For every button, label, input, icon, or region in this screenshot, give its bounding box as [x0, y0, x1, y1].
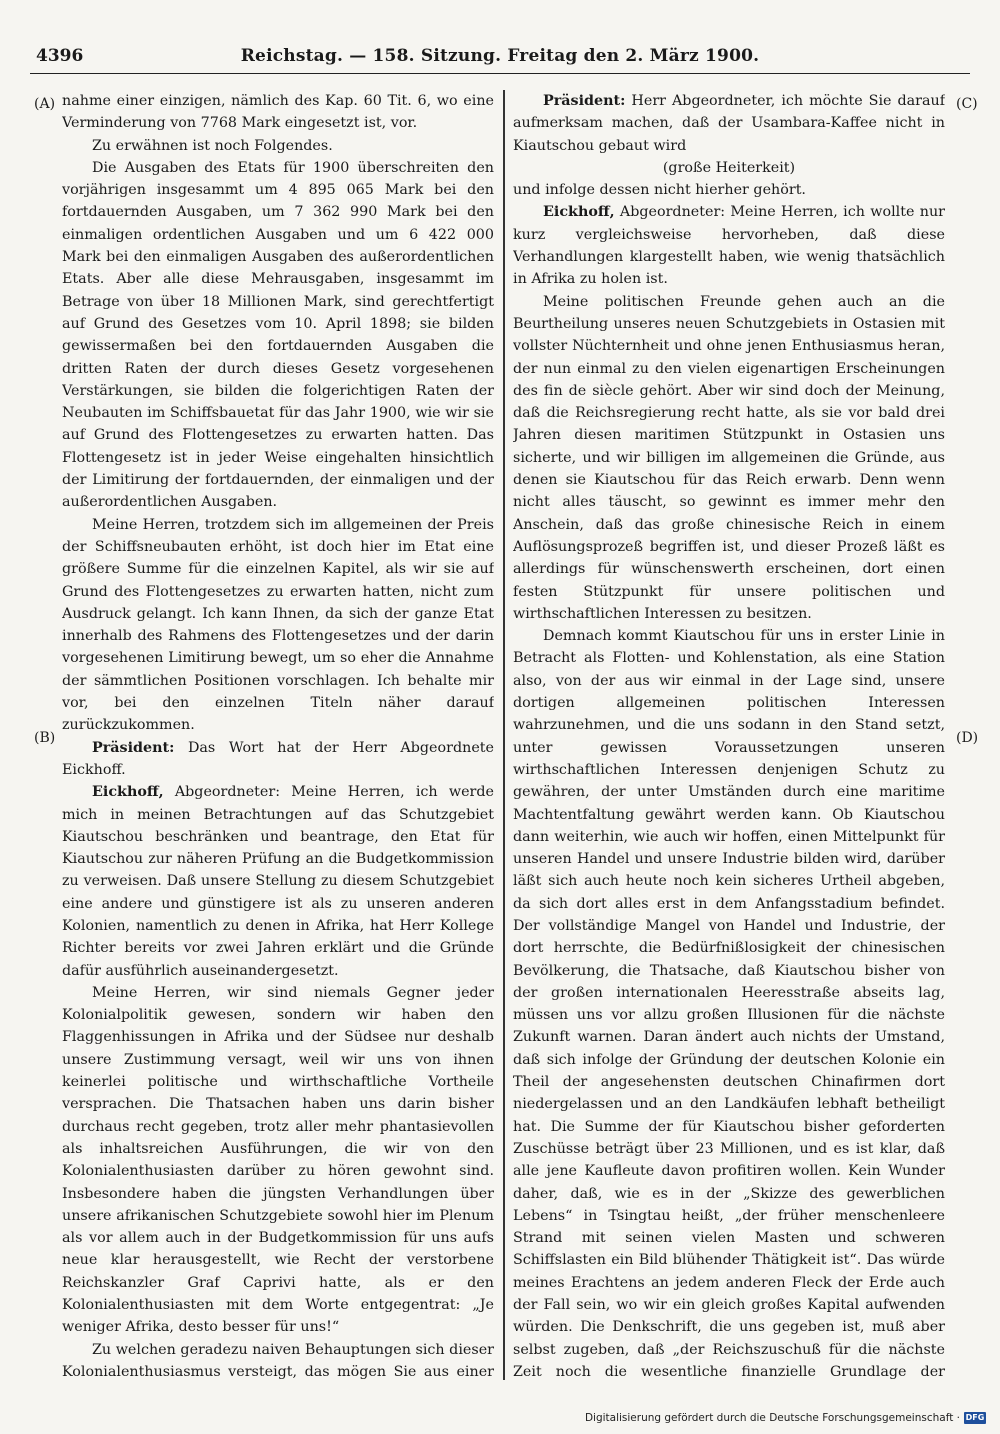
margin-mark-d: (D)	[956, 730, 979, 746]
margin-mark-a: (A)	[34, 96, 56, 112]
paragraph: Zu erwähnen ist noch Folgendes.	[92, 137, 333, 154]
margin-mark-c: (C)	[956, 96, 978, 112]
speaker-name: Präsident:	[92, 739, 175, 756]
speech-paragraph	[62, 737, 494, 782]
paragraph: Meine politischen Freunde gehen auch an die Beurtheilung unseres neuen Schutzgebiets in Ostasien mit vollster Nüchternheit und ohne jenen Enthusiasmus heran, der nun einmal zu den vielen eigenartigen Erscheinungen des fin de siècle gehört. Aber wir sind doch der Meinung, daß die Reichsregierung recht hatte, als sie vor bald drei Jahren diesen maritimen Stützpunkt in Ostasien uns sicherte, und wir billigen im allgemeinen die Gründe, aus denen sie Kiautschou für das Reich erwarb. Denn wenn nicht alles täuscht, so gewinnt es immer mehr den Anschein, daß das große chinesische Reich in einem Auflösungsprozeß begriffen ist, und dieser Prozeß läßt es allerdings für wünschenswerth erscheinen, dort einen festen Stützpunkt für unsere politischen und wirthschaftlichen Interessen zu besitzen.	[513, 293, 945, 622]
paragraph: Die Ausgaben des Etats für 1900 überschreiten den vorjährigen insgesammt um 4 895 065 Mark bei den fortdauernden Ausgaben, um 7 362 990 Mark bei den einmaligen ordentlichen Ausgaben und um 6 422 000 Mark bei den einmaligen Ausgaben des außerordentlichen Etats. Aber alle diese Mehrausgaben, insgesammt im Betrage von über 18 Millionen Mark, sind gerechtfertigt auf Grund des Gesetzes vom 10. April 1898; sie bilden gewissermaßen bei den fortdauernden Ausgaben die dritten Raten der durch dieses Gesetz vorgesehenen Verstärkungen, sie bilden die folgerichtigen Raten der Neubauten im Schiffsbauetat für das Jahr 1900, wie wir sie auf Grund des Flottengesetzes zu erwarten hatten. Das Flottengesetz ist in jeder Weise eingehalten hinsichtlich der Limitirung der fortdauernden, der einmaligen und der außerordentlichen Ausgaben.	[62, 159, 494, 511]
page-number: 4396	[36, 46, 84, 66]
stage-direction: (große Heiterkeit)	[662, 159, 796, 176]
footer-text: Digitalisierung gefördert durch die Deutsche Forschungsgemeinschaft ·	[584, 1412, 960, 1424]
left-column	[62, 90, 494, 1380]
right-column	[513, 90, 945, 1380]
paragraph: Meine Herren, trotzdem sich im allgemeinen der Preis der Schiffsneubauten erhöht, ist doch hier im Etat eine größere Summe für die einzelnen Kapitel, als wir sie auf Grund des Flottengesetzes zu erwarten hatten, nicht zum Ausdruck gelangt. Ich kann Ihnen, da sich der ganze Etat innerhalb des Rahmens des Flottengesetzes und der darin vorgesehenen Limitirung bewegt, um so eher die Annahme der sämmtlichen Positionen vorschlagen. Ich behalte mir vor, bei den einzelnen Titeln näher darauf zurückzukommen.	[62, 516, 494, 734]
speaker-name: Eickhoff,	[543, 204, 615, 221]
dfg-logo-icon: DFG	[965, 1413, 985, 1422]
speech-paragraph	[513, 201, 945, 290]
speech-text: Das Wort hat der Herr Abgeordnete Eickhoff.	[62, 739, 494, 778]
column-divider	[503, 90, 505, 1380]
paragraph: und infolge dessen nicht hierher gehört.	[513, 182, 806, 199]
speech-text: Abgeordneter: Meine Herren, ich wollte nur kurz vergleichsweise hervorheben, daß diese Verhandlungen klargestellt haben, wie wenig thatsächlich in Afrika zu holen ist.	[513, 204, 945, 288]
speech-paragraph	[62, 781, 494, 982]
paragraph: Zu welchen geradezu naiven Behauptungen sich dieser Kolonialenthusiasmus versteigt, das mögen Sie aus einer	[62, 1341, 494, 1380]
digitization-footer	[585, 1410, 986, 1426]
speaker-name: Eickhoff,	[92, 784, 164, 801]
page-header	[30, 40, 970, 74]
margin-mark-b: (B)	[34, 730, 56, 746]
speech-paragraph	[513, 90, 945, 157]
paragraph: nahme einer einzigen, nämlich des Kap. 60 Tit. 6, wo eine Verminderung von 7768 Mark eingesetzt ist, vor.	[62, 93, 494, 132]
paragraph: Demnach kommt Kiautschou für uns in erster Linie in Betracht als Flotten- und Kohlenstation, als eine Station also, von der aus wir einmal in der Lage sind, unsere dortigen allgemeinen politischen Interessen wahrzunehmen, und die uns sodann in den Stand setzt, unter gewissen Voraussetzungen unseren wirthschaftlichen Interessen denjenigen Schutz zu gewähren, der unter Umständen durch eine maritime Machtentfaltung gewährt werden kann. Ob Kiautschou dann weiterhin, wie auch wir hoffen, einen Mittelpunkt für unseren Handel und unsere Industrie bilden wird, darüber läßt sich auch heute noch kein sicheres Urtheil abgeben, da sich dort alles erst in dem Anfangsstadium befindet. Der vollständige Mangel von Handel und Industrie, der dort herrschte, die Bedürfnißlosigkeit der chinesischen Bevölkerung, die Thatsache, daß Kiautschou bisher von der großen internationalen Heeresstraße abseits lag, müssen uns vor allzu großen Illusionen für die nächste Zukunft warnen. Daran ändert auch nichts der Umstand, daß sich infolge der Gründung der deutschen Kolonie ein Theil der angesehensten deutschen Chinafirmen dort niedergelassen und an den Landkäufen lebhaft betheiligt hat. Die Summe der für Kiautschou bisher geforderten Zuschüsse beträgt über 23 Millionen, und es ist klar, daß alle jene Kaufleute davon profitiren wollen. Kein Wunder daher, daß, wie es in der „Skizze des gewerblichen Lebens“ in Tsingtau heißt, „der früher menschenleere Strand mit seinen vielen Masten und schweren Schiffslasten ein Bild blühender Thätigkeit ist“. Das würde meines Erachtens an jedem anderen Fleck der Erde auch der Fall sein, wo wir ein gleich großes Kapital aufwenden würden. Die Denkschrift, die uns gegeben ist, muß aber selbst zugeben, daß „der Reichszuschuß für die nächste Zeit noch die wesentliche finanzielle Grundlage der	[513, 628, 945, 1380]
speech-text: Herr Abgeordneter, ich möchte Sie darauf aufmerksam machen, daß der Usambara-Kaffee nicht in Kiautschou gebaut wird	[513, 93, 945, 154]
speech-text: Abgeordneter: Meine Herren, ich werde mich in meinen Betrachtungen auf das Schutzgebiet Kiautschou beschränken und beantrage, den Etat für Kiautschou zur näheren Prüfung an die Budgetkommission zu verweisen. Daß unsere Stellung zu diesem Schutzgebiet eine andere und günstigere ist als zu unseren anderen Kolonien, namentlich zu denen in Afrika, hat Herr Kollege Richter bereits vor zwei Jahren erklärt und die Gründe dafür ausführlich auseinandergesetzt.	[62, 784, 494, 979]
paragraph: Meine Herren, wir sind niemals Gegner jeder Kolonialpolitik gewesen, sondern wir haben den Flaggenhissungen in Afrika und der Südsee nur deshalb unsere Zustimmung versagt, weil wir uns von ihnen keinerlei politische und wirthschaftliche Vortheile versprachen. Die Thatsachen haben uns darin bisher durchaus recht gegeben, trotz aller mehr phantasievollen als inhaltsreichen Ausführungen, die wir von den Kolonialenthusiasten darüber zu hören gewohnt sind. Insbesondere haben die jüngsten Verhandlungen über unsere afrikanischen Schutzgebiete sowohl hier im Plenum als vor allem auch in der Budgetkommission für uns aufs neue klar herausgestellt, wie Recht der verstorbene Reichskanzler Graf Caprivi hatte, als er den Kolonialenthusiasten mit dem Worte entgegentrat: „Je weniger Afrika, desto besser für uns!“	[62, 984, 494, 1336]
running-head: Reichstag. — 158. Sitzung. Freitag den 2. März 1900.	[240, 46, 760, 66]
speaker-name: Präsident:	[543, 93, 626, 109]
